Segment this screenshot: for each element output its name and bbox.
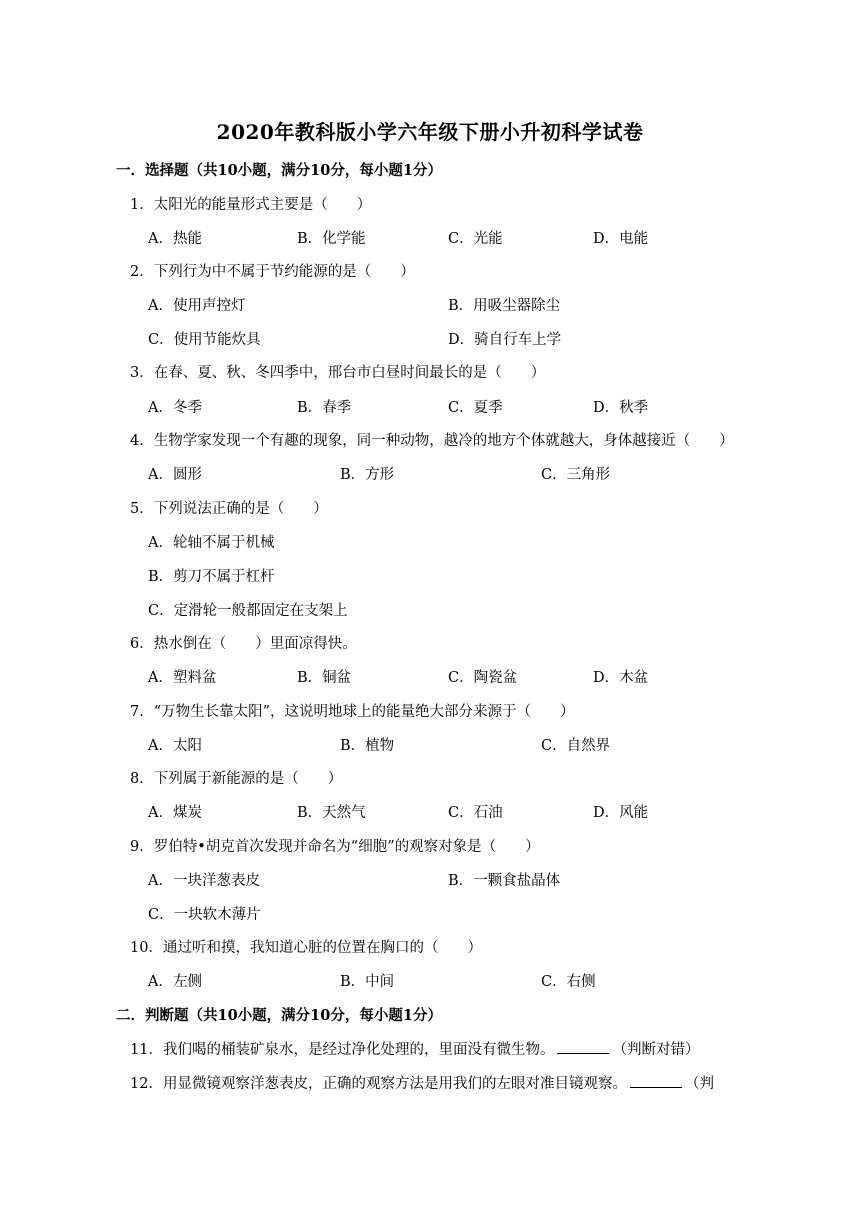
question-9: 9．罗伯特•胡克首次发现并命名为“细胞”的观察对象是（ ） [130,839,540,855]
option-8c: C．石油 [448,805,503,821]
question-6: 6．热水倒在（ ）里面凉得快。 [130,636,357,652]
option-2c: C．使用节能炊具 [148,332,261,348]
option-6b: B．铜盆 [297,670,352,686]
option-8a: A．煤炭 [148,805,202,821]
question-10: 10．通过听和摸，我知道心脏的位置在胸口的（ ） [130,940,482,956]
option-8b: B．天然气 [297,805,366,821]
judge-12-suffix: （判 [684,1076,714,1092]
option-9c: C．一块软木薄片 [148,907,261,923]
question-3: 3．在春、夏、秋、冬四季中，邢台市白昼时间最长的是（ ） [130,365,546,381]
option-1d: D．电能 [593,231,649,247]
section-heading-choice: 一．选择题（共10小题，满分10分，每小题1分） [116,162,442,179]
option-3a: A．冬季 [148,400,202,416]
option-1c: C．光能 [448,231,503,247]
option-2a: A．使用声控灯 [148,298,246,314]
section-heading-judge: 二．判断题（共10小题，满分10分，每小题1分） [116,1007,442,1024]
option-8d: D．风能 [593,805,649,821]
option-9b: B．一颗食盐晶体 [448,873,561,889]
option-1b: B．化学能 [297,231,366,247]
option-4c: C．三角形 [541,467,611,483]
option-5c: C．定滑轮一般都固定在支架上 [148,603,348,619]
judge-question-11 [130,1038,699,1059]
option-5a: A．轮轴不属于机械 [148,535,275,551]
option-6c: C．陶瓷盆 [448,670,518,686]
exam-title: 2020年教科版小学六年级下册小升初科学试卷 [216,120,644,144]
question-2: 2．下列行为中不属于节约能源的是（ ） [130,264,415,280]
answer-blank-11[interactable] [557,1039,609,1054]
judge-11-text: 11．我们喝的桶装矿泉水，是经过净化处理的，里面没有微生物。 [130,1042,555,1058]
option-3b: B．春季 [297,400,352,416]
option-1a: A．热能 [148,231,202,247]
option-4a: A．圆形 [148,467,202,483]
judge-12-text: 12．用显微镜观察洋葱表皮，正确的观察方法是用我们的左眼对准目镜观察。 [130,1076,627,1092]
option-6d: D．木盆 [593,670,649,686]
question-8: 8．下列属于新能源的是（ ） [130,771,343,787]
option-3c: C．夏季 [448,400,503,416]
option-2b: B．用吸尘器除尘 [448,298,561,314]
option-10b: B．中间 [340,974,395,990]
option-6a: A．塑料盆 [148,670,217,686]
option-4b: B．方形 [340,467,395,483]
option-7c: C．自然界 [541,738,611,754]
answer-blank-12[interactable] [630,1073,682,1088]
option-3d: D．秋季 [593,400,649,416]
option-5b: B．剪刀不属于杠杆 [148,569,275,585]
judge-11-suffix: （判断对错） [612,1042,700,1058]
question-1: 1．太阳光的能量形式主要是（ ） [130,197,372,213]
question-4: 4．生物学家发现一个有趣的现象，同一种动物，越冷的地方个体就越大，身体越接近（ ） [130,433,734,449]
question-5: 5．下列说法正确的是（ ） [130,501,328,517]
question-7: 7．“万物生长靠太阳”，这说明地球上的能量绝大部分来源于（ ） [130,704,575,720]
option-7a: A．太阳 [148,738,202,754]
option-10a: A．左侧 [148,974,202,990]
option-9a: A．一块洋葱表皮 [148,873,260,889]
option-7b: B．植物 [340,738,395,754]
option-2d: D．骑自行车上学 [448,332,562,348]
judge-question-12 [130,1072,714,1093]
option-10c: C．右侧 [541,974,596,990]
